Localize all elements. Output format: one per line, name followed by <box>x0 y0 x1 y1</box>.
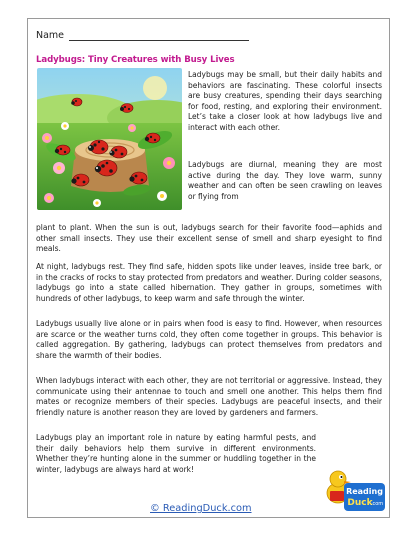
paragraph-diurnal-top: Ladybugs are diurnal, meaning they are most active during the day. They love warm, sunny weather and can often be seen crawling on leaves or flying from <box>188 160 382 201</box>
ladybugs-illustration <box>37 68 182 210</box>
name-field-row <box>36 30 249 41</box>
worksheet-title: Ladybugs: Tiny Creatures with Busy Lives <box>36 55 235 65</box>
reading-duck-logo <box>324 463 386 515</box>
paragraph-aggregation: Ladybugs usually live alone or in pairs when food is easy to find. However, when resources are scarce or the weather turns cold, they often come together in groups. This behavior is called aggregation. By gathering, ladybugs can protect themselves from predators and share the warmth of their bodies. <box>36 319 382 360</box>
paragraph-intro: Ladybugs may be small, but their daily habits and behaviors are fascinating. These colorful insects are busy creatures, spending their days searching for food, resting, and exploring their environment. Let’s take a closer look at how ladybugs live and interact with each other. <box>188 70 382 132</box>
footer-copyright-link[interactable]: © ReadingDuck.com <box>150 503 252 514</box>
logo-duck-text: Duck <box>347 498 373 508</box>
worksheet-page <box>27 18 390 518</box>
paragraph-conclusion: Ladybugs play an important role in nature by eating harmful pests, and their daily behaviors help them survive in different environments. Whether they’re hunting alone in the summer or huddling together in the winter, ladybugs are always hard at work! <box>36 433 316 474</box>
logo-com-text: .com <box>370 501 384 507</box>
logo-reading-text: Reading <box>346 487 383 496</box>
name-label: Name <box>36 30 65 41</box>
paragraph-interaction: When ladybugs interact with each other, they are not territorial or aggressive. Instead, they communicate using their antennae to touch and smell one another. This helps them find mates or recognize members of their species. Ladybugs are peaceful insects, and their friendly nature is another reason they are loved by gardeners and farmers. <box>36 376 382 417</box>
name-write-line[interactable] <box>69 30 249 41</box>
paragraph-rest: At night, ladybugs rest. They find safe, hidden spots like under leaves, inside tree bark, or in the cracks of rocks to stay protected from predators and weather. During colder seasons, ladybugs go into a state called hibernation. They gather in groups, sometimes with hundreds of other ladybugs, to keep warm and safe through the winter. <box>36 262 382 303</box>
paragraph-diurnal-bottom: plant to plant. When the sun is out, ladybugs search for their favorite food—aphids and other small insects. They use their excellent sense of smell and sharp eyesight to find meals. <box>36 223 382 254</box>
